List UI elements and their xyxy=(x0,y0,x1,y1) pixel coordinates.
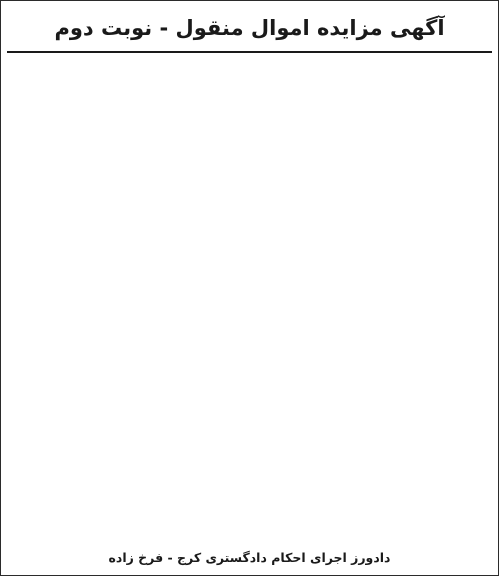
notice-title: آگهی مزایده اموال منقول - نوبت دوم xyxy=(7,5,492,53)
notice-body xyxy=(9,57,490,531)
notice-signature: دادورز اجرای احکام دادگستری کرج - فرخ زاده xyxy=(108,550,391,565)
